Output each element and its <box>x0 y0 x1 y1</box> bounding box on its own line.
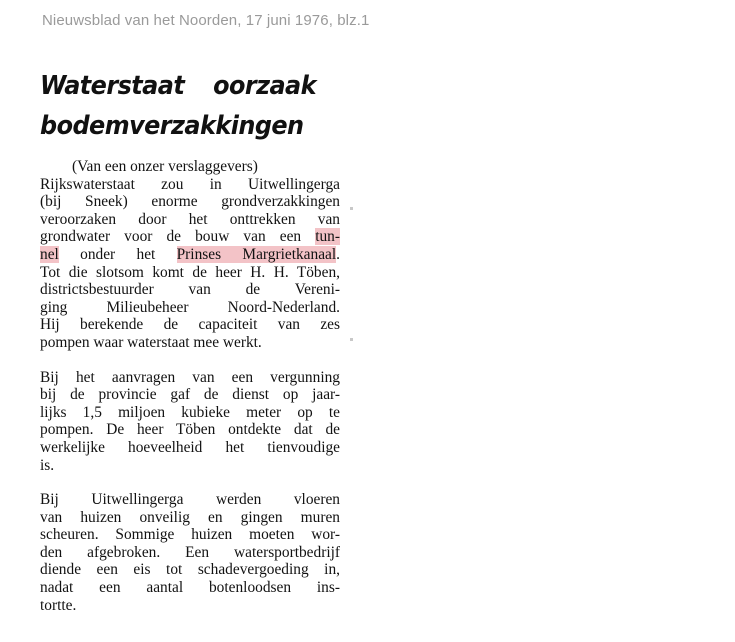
text-line: districtsbestuurder van de Vereni- <box>40 281 340 299</box>
text-line: (bij Sneek) enorme grondverzakkingen <box>40 193 340 211</box>
highlighted-term: nel <box>40 245 59 263</box>
paragraph-1 <box>40 176 340 352</box>
text-line: werkelijke hoeveelheid het tienvoudige <box>40 438 340 456</box>
text-line <box>40 246 340 264</box>
text-segment: . <box>336 245 340 263</box>
text-line: pompen. De heer Töben ontdekte dat de <box>40 421 340 439</box>
headline-line-2: bodemverzakkingen <box>40 111 304 141</box>
text-line: den afgebroken. Een watersportbedrijf <box>40 543 340 561</box>
text-line: Rijkswaterstaat zou in Uitwellingerga <box>40 175 340 193</box>
text-line: veroorzaken door het onttrekken van <box>40 210 340 228</box>
text-segment: grondwater voor de bouw van een <box>40 228 316 246</box>
text-line: van huizen onveilig en gingen muren <box>40 508 340 526</box>
article-body <box>40 158 340 614</box>
newspaper-clipping <box>40 66 340 614</box>
source-citation: Nieuwsblad van het Noorden, 17 juni 1976, blz.1 <box>42 12 370 29</box>
text-line: bij de provincie gaf de dienst op jaar- <box>40 386 340 404</box>
headline <box>40 66 316 146</box>
byline: (Van een onzer verslaggevers) <box>72 158 258 175</box>
paragraph-3 <box>40 491 340 614</box>
margin-dot <box>350 207 353 210</box>
highlighted-term: Prinses Margrietkanaal <box>176 245 337 263</box>
text-line: ging Milieubeheer Noord-Nederland. <box>40 298 340 316</box>
text-line: Hij berekende de capaciteit van zes <box>40 316 340 334</box>
text-line: Bij het aanvragen van een vergunning <box>40 368 340 386</box>
highlighted-term: tun- <box>315 228 340 246</box>
text-segment: onder het <box>58 245 177 263</box>
text-line: diende een eis tot schadevergoeding in, <box>40 561 340 579</box>
text-line: scheuren. Sommige huizen moeten wor- <box>40 526 340 544</box>
text-line <box>40 228 340 246</box>
text-line: Tot die slotsom komt de heer H. H. Töben, <box>40 263 340 281</box>
headline-line-1: Waterstaat oorzaak <box>40 71 316 101</box>
text-line: is. <box>40 456 55 474</box>
text-line: lijks 1,5 miljoen kubieke meter op te <box>40 403 340 421</box>
margin-dot <box>350 338 353 341</box>
paragraph-2 <box>40 369 340 475</box>
text-line: Bij Uitwellingerga werden vloeren <box>40 491 340 509</box>
text-line: pompen waar waterstaat mee werkt. <box>40 333 262 351</box>
text-line: tortte. <box>40 596 77 614</box>
text-line: nadat een aantal botenloodsen ins- <box>40 579 340 597</box>
